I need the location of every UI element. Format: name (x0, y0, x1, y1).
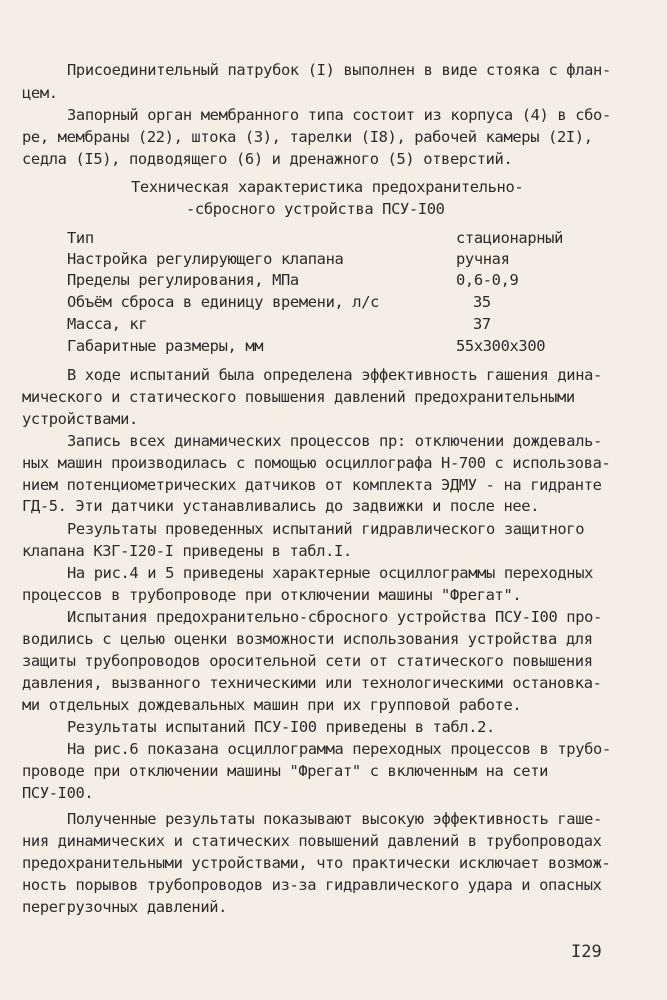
paragraph-2-line-1: Запорный орган мембранного типа состоит из корпуса (4) в сбо- (67, 106, 611, 124)
spec-value-dimensions: 55х300х300 (456, 337, 546, 355)
paragraph-10-line-1: Полученные результаты показывают высокую эффективность гаше- (67, 810, 602, 828)
paragraph-4-line-3: нием потенциометрических датчиков от комплекта ЭДМУ - на гидранте (22, 476, 602, 494)
spec-value-type: стационарный (456, 229, 563, 247)
paragraph-6-line-1: На рис.4 и 5 приведены характерные осциллограммы переходных (67, 564, 594, 582)
paragraph-5-line-1: Результаты проведенных испытаний гидравлического защитного (67, 520, 585, 538)
paragraph-9-line-2: проводе при отключении машины "Фрегат" с включенным на сети (22, 762, 549, 780)
spec-label-regulation-range: Пределы регулирования, МПа (67, 271, 299, 289)
paragraph-8-line-1: Результаты испытаний ПСУ-I00 приведены в табл.2. (67, 718, 495, 736)
paragraph-10-line-2: ния динамических и статических повышений давлений в трубопроводах (22, 832, 602, 850)
paragraph-1-line-1: Присоединительный патрубок (I) выполнен в виде стояка с флан- (67, 61, 611, 79)
spec-label-type: Тип (67, 229, 94, 247)
spec-title-line-1: Техническая характеристика предохранительно- (131, 178, 524, 196)
paragraph-9-line-3: ПСУ-I00. (22, 784, 94, 802)
paragraph-10-line-5: перегрузочных давлений. (22, 898, 228, 916)
paragraph-4-line-1: Запись всех динамических процессов пр: отключении дождеваль- (67, 432, 602, 450)
spec-value-mass: 37 (473, 315, 491, 333)
paragraph-10-line-3: предохранительными устройствами, что практически исключает возмож- (22, 854, 611, 872)
paragraph-3-line-3: устройствами. (22, 410, 138, 428)
spec-label-valve-setting: Настройка регулирующего клапана (67, 250, 344, 268)
spec-value-valve-setting: ручная (456, 250, 510, 268)
spec-title-line-2: -сбросного устройства ПСУ-I00 (186, 200, 445, 218)
spec-label-mass: Масса, кг (67, 315, 148, 333)
page-number: I29 (571, 942, 602, 962)
paragraph-10-line-4: ность порывов трубопроводов из-за гидравлического удара и опасных (22, 876, 602, 894)
spec-value-regulation-range: 0,6-0,9 (456, 271, 519, 289)
paragraph-7-line-4: давления, вызванного техническими или технологическими остановка- (22, 674, 602, 692)
paragraph-7-line-3: защиты трубопроводов оросительной сети от статического повышения (22, 652, 593, 670)
spec-label-dimensions: Габаритные размеры, мм (67, 337, 264, 355)
paragraph-4-line-4: ГД-5. Эти датчики устанавливались до задвижки и после нее. (22, 497, 540, 515)
paragraph-4-line-2: ных машин производилась с помощью осциллографа Н-700 с использова- (22, 454, 611, 472)
paragraph-2-line-2: ре, мембраны (22), штока (3), тарелки (I8), рабочей камеры (2I), (22, 128, 593, 146)
paragraph-2-line-3: седла (I5), подводящего (6) и дренажного (5) отверстий. (22, 150, 513, 168)
paragraph-7-line-5: ми отдельных дождевальных машин при их групповой работе. (22, 696, 522, 714)
paragraph-7-line-1: Испытания предохранительно-сбросного устройства ПСУ-I00 про- (67, 608, 602, 626)
paragraph-6-line-2: процессов в трубопроводе при отключении машины "Фрегат". (22, 586, 522, 604)
paragraph-5-line-2: клапана КЗГ-I20-I приведены в табл.I. (22, 542, 352, 560)
paragraph-7-line-2: водились с целью оценки возможности использования устройства для (22, 630, 593, 648)
paragraph-9-line-1: На рис.6 показана осциллограмма переходных процессов в трубо- (67, 740, 611, 758)
spec-value-discharge-volume: 35 (473, 293, 491, 311)
spec-label-discharge-volume: Объём сброса в единицу времени, л/с (67, 293, 380, 311)
paragraph-1-line-2: цем. (22, 84, 58, 102)
paragraph-3-line-2: мического и статического повышения давлений предохранительными (22, 388, 575, 406)
paragraph-3-line-1: В ходе испытаний была определена эффективность гашения дина- (67, 366, 602, 384)
